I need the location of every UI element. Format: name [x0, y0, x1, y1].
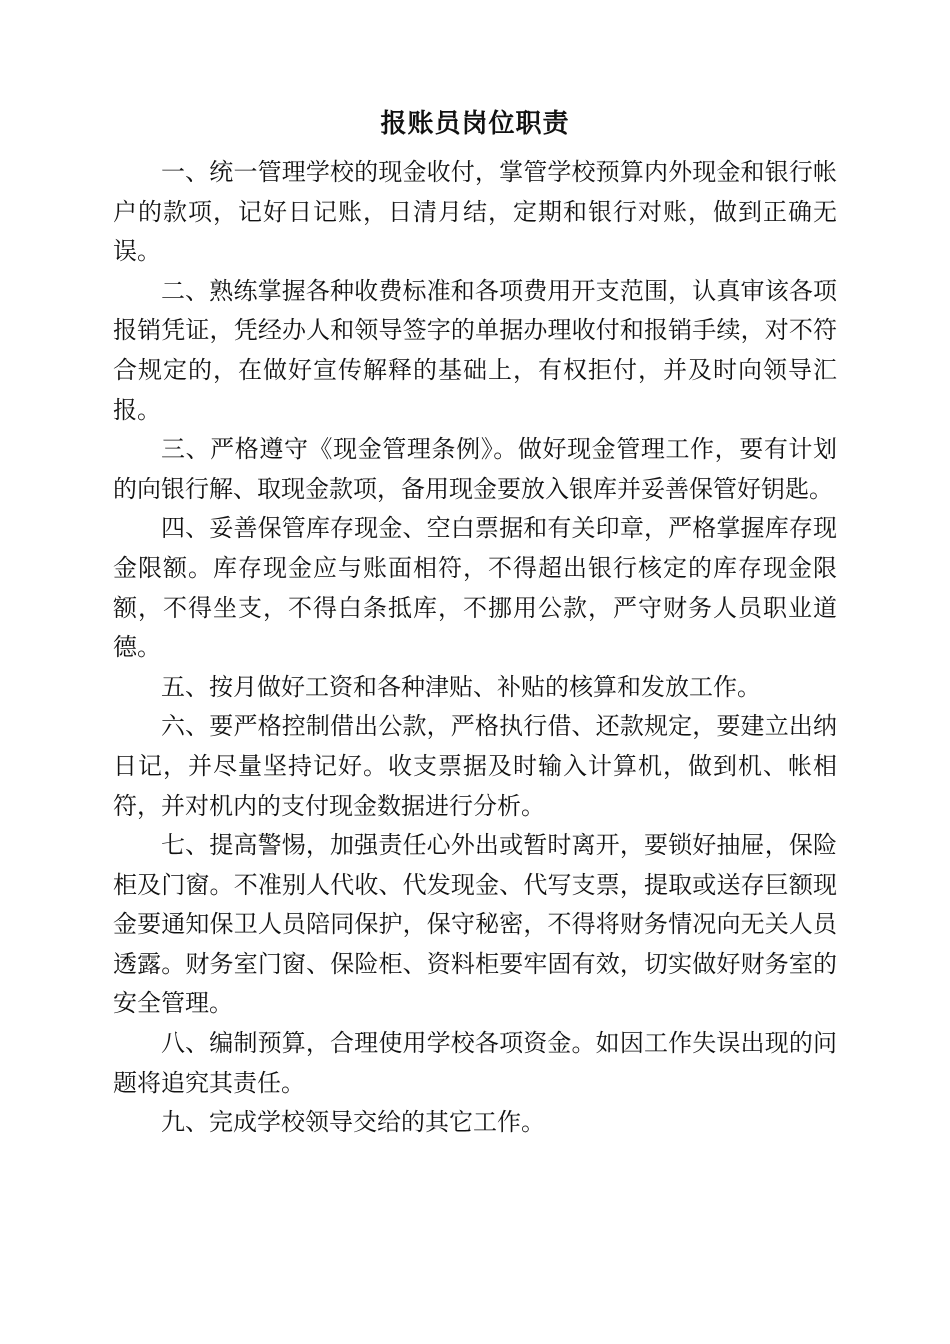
paragraph-5: 五、按月做好工资和各种津贴、补贴的核算和发放工作。: [161, 672, 761, 701]
paragraph-1: 一、统一管理学校的现金收付，掌管学校预算内外现金和银行帐户的款项，记好日记账，日清月结，定期和银行对账，做到正确无误。: [113, 158, 837, 266]
paragraph-3: 三、严格遵守《现金管理条例》。做好现金管理工作，要有计划的向银行解、取现金款项，备用现金要放入银库并妥善保管好钥匙。: [113, 435, 837, 503]
paragraph-9: 九、完成学校领导交给的其它工作。: [161, 1108, 545, 1137]
paragraph-6: 六、要严格控制借出公款，严格执行借、还款规定，要建立出纳日记，并尽量坚持记好。收支票据及时输入计算机，做到机、帐相符，并对机内的支付现金数据进行分析。: [113, 712, 837, 820]
paragraph-8: 八、编制预算，合理使用学校各项资金。如因工作失误出现的问题将追究其责任。: [113, 1029, 837, 1097]
paragraph-7: 七、提高警惕，加强责任心外出或暂时离开，要锁好抽屉，保险柜及门窗。不准别人代收、代发现金、代写支票，提取或送存巨额现金要通知保卫人员陪同保护，保守秘密，不得将财务情况向无关人员透露。财务室门窗、保险柜、资料柜要牢固有效，切实做好财务室的安全管理。: [113, 831, 837, 1018]
paragraph-2: 二、熟练掌握各种收费标准和各项费用开支范围，认真审该各项报销凭证，凭经办人和领导签字的单据办理收付和报销手续，对不符合规定的，在做好宣传解释的基础上，有权拒付，并及时向领导汇报。: [113, 276, 837, 424]
document-body: [113, 153, 837, 1143]
paragraph-4: 四、妥善保管库存现金、空白票据和有关印章，严格掌握库存现金限额。库存现金应与账面相符，不得超出银行核定的库存现金限额，不得坐支，不得白条抵库，不挪用公款，严守财务人员职业道德。: [113, 514, 837, 662]
document-title: 报账员岗位职责: [380, 109, 570, 139]
